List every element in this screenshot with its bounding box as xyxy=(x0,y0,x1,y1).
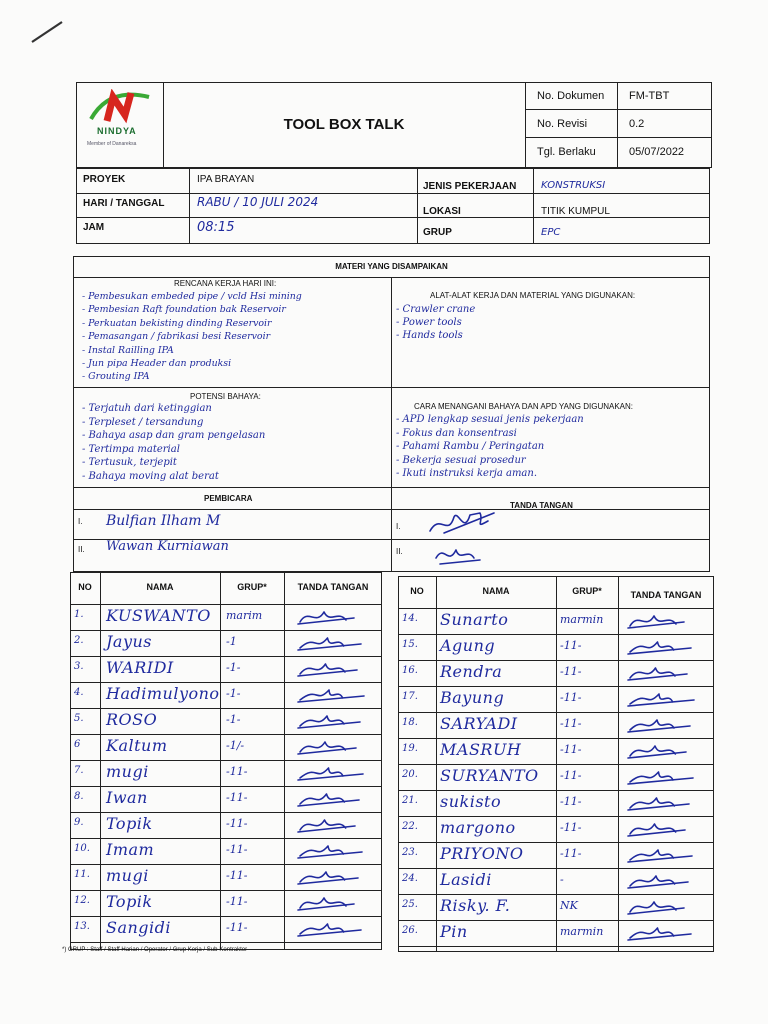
attendee-name: Bayung xyxy=(440,688,505,707)
attendee-name: Agung xyxy=(440,636,496,655)
handling-item: - Bekerja sesuai prosedur xyxy=(396,454,526,466)
hazard-item: - Terpleset / tersandung xyxy=(82,416,204,428)
col-group: GRUP* xyxy=(572,586,602,596)
attendance-row xyxy=(70,838,382,864)
effective-date-value: 05/07/2022 xyxy=(629,146,685,158)
row-number: 2. xyxy=(74,635,84,646)
attendance-row xyxy=(70,864,382,890)
attendee-name: Risky. F. xyxy=(440,896,511,915)
attendee-group: -11- xyxy=(226,921,248,934)
attendee-signature xyxy=(294,632,374,658)
row-number: 3. xyxy=(74,661,84,672)
row-number: 24. xyxy=(402,873,418,884)
attendee-group: -11- xyxy=(560,665,582,678)
attendee-signature xyxy=(294,684,374,710)
group-value: EPC xyxy=(541,227,561,238)
attendee-signature xyxy=(294,866,374,892)
doc-no-value: FM-TBT xyxy=(618,83,711,110)
attendee-group: -1 xyxy=(226,635,237,648)
attendance-row xyxy=(70,656,382,682)
work-type-value: KONSTRUKSI xyxy=(541,180,606,191)
attendee-name: Sangidi xyxy=(106,918,172,937)
attendee-signature xyxy=(294,840,374,866)
hazard-item: - Tertimpa material xyxy=(82,443,180,455)
plan-item: - Instal Railling IPA xyxy=(82,344,174,356)
row-number: 15. xyxy=(402,639,418,650)
attendee-name: Imam xyxy=(106,840,155,859)
handling-heading: CARA MENANGANI BAHAYA DAN APD YANG DIGUNAKAN: xyxy=(414,402,634,411)
plan-item: - Jun pipa Header dan produksi xyxy=(82,358,232,370)
tools-item: - Crawler crane xyxy=(396,304,476,315)
location-value: TITIK KUMPUL xyxy=(541,206,610,217)
attendee-group: -1- xyxy=(226,713,241,726)
hazard-heading: POTENSI BAHAYA: xyxy=(190,392,261,401)
logo-brand: NINDYA xyxy=(97,126,137,136)
attendance-row xyxy=(398,868,714,894)
attendee-name: mugi xyxy=(106,762,149,781)
row-number: 11. xyxy=(74,869,90,880)
attendee-group: -11- xyxy=(560,691,582,704)
attendance-row xyxy=(398,920,714,946)
speaker-heading: PEMBICARA xyxy=(204,494,253,503)
attendee-signature xyxy=(624,922,704,948)
project-info xyxy=(76,168,710,244)
attendee-group: -11- xyxy=(560,769,582,782)
row-number: 7. xyxy=(74,765,84,776)
attendance-row xyxy=(398,712,714,738)
row-number: 16. xyxy=(402,665,418,676)
time-value: 08:15 xyxy=(197,220,235,235)
attendee-signature xyxy=(624,818,704,844)
tools-list xyxy=(396,303,475,342)
speaker-sign-no: II. xyxy=(396,547,403,556)
attendance-row xyxy=(70,812,382,838)
attendance-row xyxy=(398,686,714,712)
attendance-row xyxy=(398,608,714,634)
attendee-signature xyxy=(294,606,374,632)
col-sign: TANDA TANGAN xyxy=(630,590,702,600)
logo-cell xyxy=(77,83,164,167)
materi-title: MATERI YANG DISAMPAIKAN xyxy=(74,257,709,278)
attendance-row xyxy=(70,916,382,942)
nindya-logo-icon xyxy=(87,89,153,125)
attendee-group: - xyxy=(560,873,564,886)
attendance-row xyxy=(70,708,382,734)
row-number: 18. xyxy=(402,717,418,728)
attendee-signature xyxy=(624,896,704,922)
plan-heading: RENCANA KERJA HARI INI: xyxy=(174,279,277,288)
attendance-row xyxy=(70,630,382,656)
attendance-row xyxy=(70,890,382,916)
day-date-value: RABU / 10 JULI 2024 xyxy=(197,195,319,209)
attendee-group: -1/- xyxy=(226,739,245,752)
attendee-signature xyxy=(294,892,374,918)
attendee-group: -11- xyxy=(226,817,248,830)
attendance-row xyxy=(398,790,714,816)
row-number: 25. xyxy=(402,899,418,910)
attendee-group: -11- xyxy=(560,717,582,730)
hazard-item: - Bahaya moving alat berat xyxy=(82,470,219,482)
attendee-group: -11- xyxy=(226,765,248,778)
col-group: GRUP* xyxy=(237,582,267,592)
attendee-group: -11- xyxy=(560,639,582,652)
attendance-row xyxy=(398,660,714,686)
attendee-signature xyxy=(624,740,704,766)
attendee-name: Rendra xyxy=(440,662,503,681)
attendee-name: ROSO xyxy=(106,710,158,729)
row-number: 14. xyxy=(402,613,418,624)
attendee-name: Topik xyxy=(106,814,153,833)
attendee-signature xyxy=(294,710,374,736)
hazard-item: - Terjatuh dari ketinggian xyxy=(82,403,212,414)
speaker-signature xyxy=(424,507,504,541)
attendee-name: sukisto xyxy=(440,792,502,811)
plan-item: - Pembesukan embeded pipe / vcld Hsi mining xyxy=(82,291,302,302)
attendance-row xyxy=(70,604,382,630)
day-date-label: HARI / TANGGAL xyxy=(83,198,165,209)
group-footnote: *) GRUP : Staff / Staff Harian / Operator / Grup Kerja / Sub-Kontraktor xyxy=(62,947,248,953)
plan-item: - Pemasangan / fabrikasi besi Reservoir xyxy=(82,331,271,343)
attendee-group: -11- xyxy=(226,869,248,882)
row-number: 21. xyxy=(402,795,418,806)
attendee-group: NK xyxy=(560,899,578,912)
document-header xyxy=(76,82,712,168)
attendee-group: -1- xyxy=(226,687,241,700)
row-number: 23. xyxy=(402,847,418,858)
attendee-name: Iwan xyxy=(106,788,148,807)
attendee-signature xyxy=(294,762,374,788)
row-number: 17. xyxy=(402,691,418,702)
logo-subtitle: Member of Danareksa xyxy=(87,141,137,147)
row-number: 10. xyxy=(74,843,90,854)
attendee-signature xyxy=(624,636,704,662)
attendee-signature xyxy=(624,870,704,896)
attendee-name: PRIYONO xyxy=(440,844,524,863)
attendee-name: SURYANTO xyxy=(440,766,539,785)
location-label: LOKASI xyxy=(423,206,461,217)
attendee-group: -11- xyxy=(560,743,582,756)
attendee-signature xyxy=(294,736,374,762)
tools-heading: ALAT-ALAT KERJA DAN MATERIAL YANG DIGUNAKAN: xyxy=(430,291,636,300)
attendance-row xyxy=(398,634,714,660)
group-label: GRUP xyxy=(423,227,452,238)
attendee-name: margono xyxy=(440,818,516,837)
attendee-group: -11- xyxy=(226,791,248,804)
attendee-group: marim xyxy=(226,609,263,622)
attendee-signature xyxy=(294,918,374,944)
attendee-name: Pin xyxy=(440,922,468,941)
handling-list xyxy=(396,413,584,481)
row-number: 4. xyxy=(74,687,84,698)
attendee-signature xyxy=(624,662,704,688)
handling-item: - Fokus dan konsentrasi xyxy=(396,427,517,439)
attendance-row xyxy=(70,734,382,760)
attendance-row xyxy=(70,760,382,786)
attendee-name: mugi xyxy=(106,866,149,885)
speaker-name: Bulfian Ilham M xyxy=(106,513,221,529)
materi-section xyxy=(73,256,710,572)
col-sign: TANDA TANGAN xyxy=(297,582,369,592)
work-type-label: JENIS PEKERJAAN xyxy=(423,181,517,192)
attendee-name: Sunarto xyxy=(440,610,509,629)
row-number: 6 xyxy=(74,739,81,750)
attendee-signature xyxy=(624,610,704,636)
project-label: PROYEK xyxy=(83,174,126,185)
row-number: 19. xyxy=(402,743,418,754)
row-number: 8. xyxy=(74,791,84,802)
attendance-row xyxy=(398,816,714,842)
speaker-no: II. xyxy=(78,545,85,554)
col-name: NAMA xyxy=(482,586,510,596)
attendee-group: -11- xyxy=(560,795,582,808)
plan-item: - Pembesian Raft foundation bak Reservoir xyxy=(82,304,286,316)
hazard-item: - Bahaya asap dan gram pengelasan xyxy=(82,430,266,441)
document-meta xyxy=(526,83,711,167)
form-title: TOOL BOX TALK xyxy=(163,83,526,167)
tools-item: - Hands tools xyxy=(396,330,463,341)
attendee-group: -11- xyxy=(226,843,248,856)
attendee-signature xyxy=(624,688,704,714)
time-label: JAM xyxy=(83,222,105,233)
attendee-signature xyxy=(624,714,704,740)
speaker-no: I. xyxy=(78,517,83,526)
revision-label: No. Revisi xyxy=(526,110,618,138)
row-number: 5. xyxy=(74,713,84,724)
row-number: 20. xyxy=(402,769,418,780)
attendee-signature xyxy=(294,788,374,814)
speaker-sign-no: I. xyxy=(396,522,401,531)
col-name: NAMA xyxy=(146,582,174,592)
speaker-sign-heading: TANDA TANGAN xyxy=(510,501,573,510)
col-no: NO xyxy=(410,586,424,596)
attendance-row xyxy=(398,842,714,868)
attendee-name: Topik xyxy=(106,892,153,911)
row-number: 12. xyxy=(74,895,90,906)
attendee-group: marmin xyxy=(560,613,604,626)
attendee-name: WARIDI xyxy=(106,658,174,677)
tools-item: - Power tools xyxy=(396,317,462,328)
attendee-name: SARYADI xyxy=(440,714,518,733)
plan-item: - Grouting IPA xyxy=(82,371,150,383)
doc-no-label: No. Dokumen xyxy=(526,83,618,110)
attendance-row xyxy=(70,786,382,812)
attendee-name: Jayus xyxy=(106,632,153,651)
plan-list xyxy=(82,290,387,386)
handling-item: - Ikuti instruksi kerja aman. xyxy=(396,468,538,479)
attendee-group: -1- xyxy=(226,661,241,674)
attendee-group: -11- xyxy=(560,847,582,860)
row-number: 1. xyxy=(74,609,84,620)
attendee-signature xyxy=(294,814,374,840)
attendance-row xyxy=(398,738,714,764)
attendee-signature xyxy=(294,658,374,684)
attendance-left-table xyxy=(70,572,382,950)
attendance-right-table xyxy=(398,576,714,952)
row-number: 13. xyxy=(74,921,90,932)
attendee-group: marmin xyxy=(560,925,604,938)
plan-item: - Perkuatan bekisting dinding Reservoir xyxy=(82,317,272,329)
attendee-group: -11- xyxy=(560,821,582,834)
hazard-list xyxy=(82,402,265,483)
attendance-row xyxy=(398,894,714,920)
col-no: NO xyxy=(78,582,92,592)
attendee-signature xyxy=(624,844,704,870)
attendee-name: MASRUH xyxy=(440,740,522,759)
project-value: IPA BRAYAN xyxy=(197,174,255,185)
handling-item: - APD lengkap sesuai jenis pekerjaan xyxy=(396,414,584,425)
attendee-group: -11- xyxy=(226,895,248,908)
attendee-signature xyxy=(624,792,704,818)
attendee-signature xyxy=(624,766,704,792)
handling-item: - Pahami Rambu / Peringatan xyxy=(396,441,545,452)
row-number: 9. xyxy=(74,817,84,828)
attendee-name: KUSWANTO xyxy=(106,606,211,625)
speaker-signature xyxy=(430,540,490,570)
row-number: 26. xyxy=(402,925,418,936)
attendance-row xyxy=(70,682,382,708)
hazard-item: - Tertusuk, terjepit xyxy=(82,457,177,468)
row-number: 22. xyxy=(402,821,418,832)
attendee-name: Lasidi xyxy=(440,870,492,889)
pen-mark xyxy=(28,18,68,46)
speaker-name: Wawan Kurniawan xyxy=(106,539,229,554)
attendee-name: Hadimulyono xyxy=(106,684,220,703)
attendance-row xyxy=(398,764,714,790)
attendee-name: Kaltum xyxy=(106,736,168,755)
effective-date-label: Tgl. Berlaku xyxy=(526,138,618,167)
revision-value: 0.2 xyxy=(618,110,711,138)
